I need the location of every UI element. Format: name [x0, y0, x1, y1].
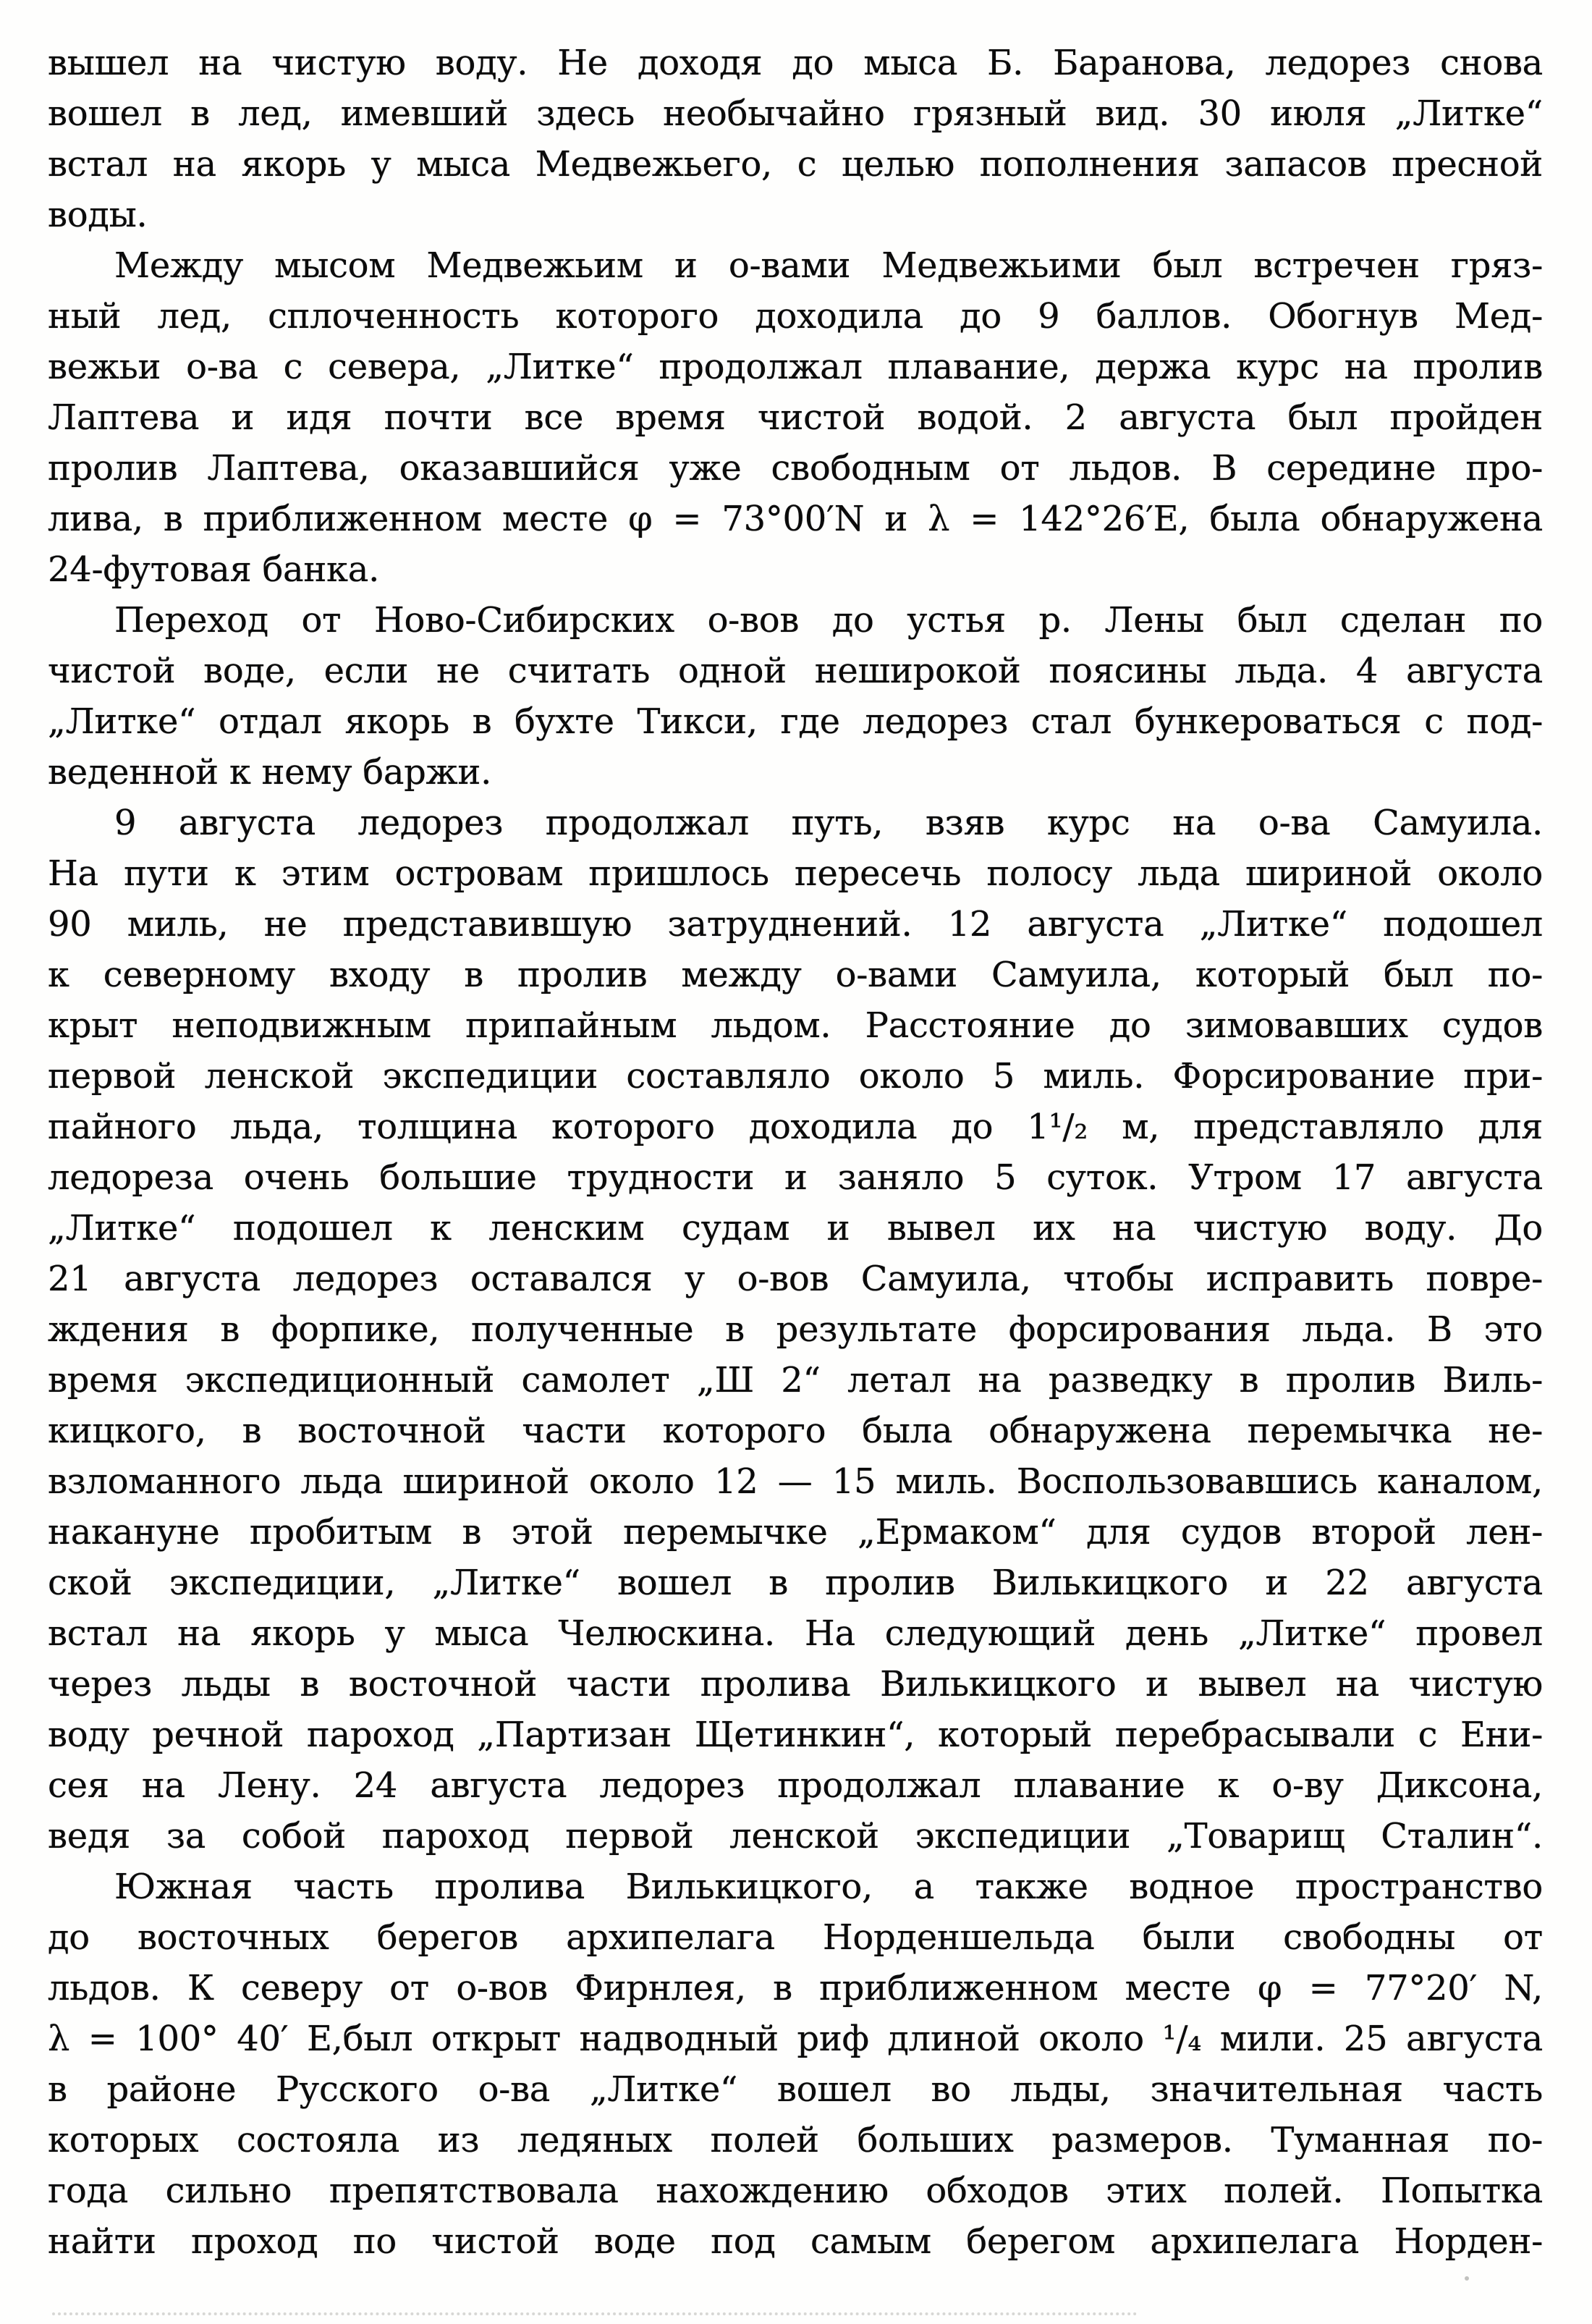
- text-line: которых состояла из ледяных полей больших размеров. Туманная по-: [48, 2120, 1543, 2160]
- text-line: ведя за собой пароход первой ленской экспедиции „Товарищ Сталин“.: [48, 1816, 1543, 1856]
- text-line: Лаптева и идя почти все время чистой водой. 2 августа был пройден: [48, 397, 1543, 438]
- text-line: в районе Русского о-ва „Литке“ вошел во льды, значительная часть: [48, 2069, 1543, 2110]
- text-line: взломанного льда шириной около 12 — 15 миль. Воспользовавшись каналом,: [48, 1461, 1543, 1502]
- text-line: крыт неподвижным припайным льдом. Расстояние до зимовавших судов: [48, 1005, 1543, 1046]
- text-line: 90 миль, не представившую затруднений. 12 августа „Литке“ подошел: [48, 904, 1543, 945]
- text-line: через льды в восточной части пролива Вилькицкого и вывел на чистую: [48, 1664, 1543, 1704]
- text-line: 9 августа ледорез продолжал путь, взяв курс на о-ва Самуила.: [114, 803, 1543, 843]
- text-line: пайного льда, толщина которого доходила до 1¹/₂ м, представляло для: [48, 1107, 1543, 1147]
- text-line: чистой воде, если не считать одной неширокой поясины льда. 4 августа: [48, 651, 1543, 691]
- text-line: первой ленской экспедиции составляло около 5 миль. Форсирование при-: [48, 1056, 1543, 1096]
- text-line: 24-футовая банка.: [48, 549, 380, 590]
- text-line: ждения в форпике, полученные в результате форсирования льда. В это: [48, 1309, 1543, 1350]
- text-line: до восточных берегов архипелага Норденшельда были свободны от: [48, 1917, 1543, 1958]
- text-line: На пути к этим островам пришлось пересечь полосу льда шириной около: [48, 853, 1543, 894]
- scan-speck: [1465, 2276, 1469, 2281]
- paragraph: [48, 1862, 1543, 2267]
- text-block: [48, 38, 1543, 2267]
- scan-artifact: [52, 2312, 1138, 2315]
- paragraph: [48, 38, 1543, 240]
- text-line: накануне пробитым в этой перемычке „Ермаком“ для судов второй лен-: [48, 1512, 1543, 1552]
- text-line: 21 августа ледорез оставался у о-вов Самуила, чтобы исправить повре-: [48, 1259, 1543, 1299]
- text-line: ледореза очень большие трудности и заняло 5 суток. Утром 17 августа: [48, 1157, 1543, 1198]
- text-line: кицкого, в восточной части которого была обнаружена перемычка не-: [48, 1411, 1543, 1451]
- paragraph: [48, 595, 1543, 798]
- text-line: Переход от Ново-Сибирских о-вов до устья р. Лены был сделан по: [114, 600, 1543, 641]
- text-line: Между мысом Медвежьим и о-вами Медвежьими был встречен гряз-: [114, 245, 1543, 286]
- text-line: „Литке“ отдал якорь в бухте Тикси, где ледорез стал бункероваться с под-: [48, 701, 1543, 742]
- paragraph: [48, 240, 1543, 595]
- text-line: время экспедиционный самолет „Ш 2“ летал на разведку в пролив Виль-: [48, 1360, 1543, 1400]
- text-line: ской экспедиции, „Литке“ вошел в пролив Вилькицкого и 22 августа: [48, 1563, 1543, 1603]
- text-line: λ = 100° 40′ Е,был открыт надводный риф длиной около ¹/₄ мили. 25 августа: [48, 2019, 1543, 2059]
- text-line: воду речной пароход „Партизан Щетинкин“, который перебрасывали с Ени-: [48, 1715, 1543, 1755]
- text-line: ный лед, сплоченность которого доходила до 9 баллов. Обогнув Мед-: [48, 296, 1543, 337]
- text-line: вежьи о-ва с севера, „Литке“ продолжал плавание, держа курс на пролив: [48, 347, 1543, 387]
- text-line: найти проход по чистой воде под самым берегом архипелага Норден-: [48, 2221, 1543, 2262]
- text-line: льдов. К северу от о-вов Фирнлея, в приближенном месте φ = 77°20′ N,: [48, 1968, 1543, 2008]
- text-line: „Литке“ подошел к ленским судам и вывел их на чистую воду. До: [48, 1208, 1543, 1248]
- text-line: вышел на чистую воду. Не доходя до мыса Б. Баранова, ледорез снова: [48, 43, 1543, 83]
- paragraph: [48, 798, 1543, 1862]
- text-line: вошел в лед, имевший здесь необычайно грязный вид. 30 июля „Литке“: [48, 93, 1543, 134]
- text-line: Южная часть пролива Вилькицкого, а также водное пространство: [114, 1867, 1543, 1907]
- text-line: воды.: [48, 195, 148, 235]
- text-line: лива, в приближенном месте φ = 73°00′N и λ = 142°26′E, была обнаружена: [48, 499, 1543, 539]
- text-line: пролив Лаптева, оказавшийся уже свободным от льдов. В середине про-: [48, 448, 1543, 489]
- text-line: к северному входу в пролив между о-вами Самуила, который был по-: [48, 955, 1543, 995]
- text-line: года сильно препятствовала нахождению обходов этих полей. Попытка: [48, 2171, 1543, 2211]
- text-line: встал на якорь у мыса Челюскина. На следующий день „Литке“ провел: [48, 1613, 1543, 1654]
- text-line: веденной к нему баржи.: [48, 752, 492, 793]
- text-line: встал на якорь у мыса Медвежьего, с целью пополнения запасов пресной: [48, 144, 1543, 185]
- text-line: сея на Лену. 24 августа ледорез продолжал плавание к о-ву Диксона,: [48, 1765, 1543, 1806]
